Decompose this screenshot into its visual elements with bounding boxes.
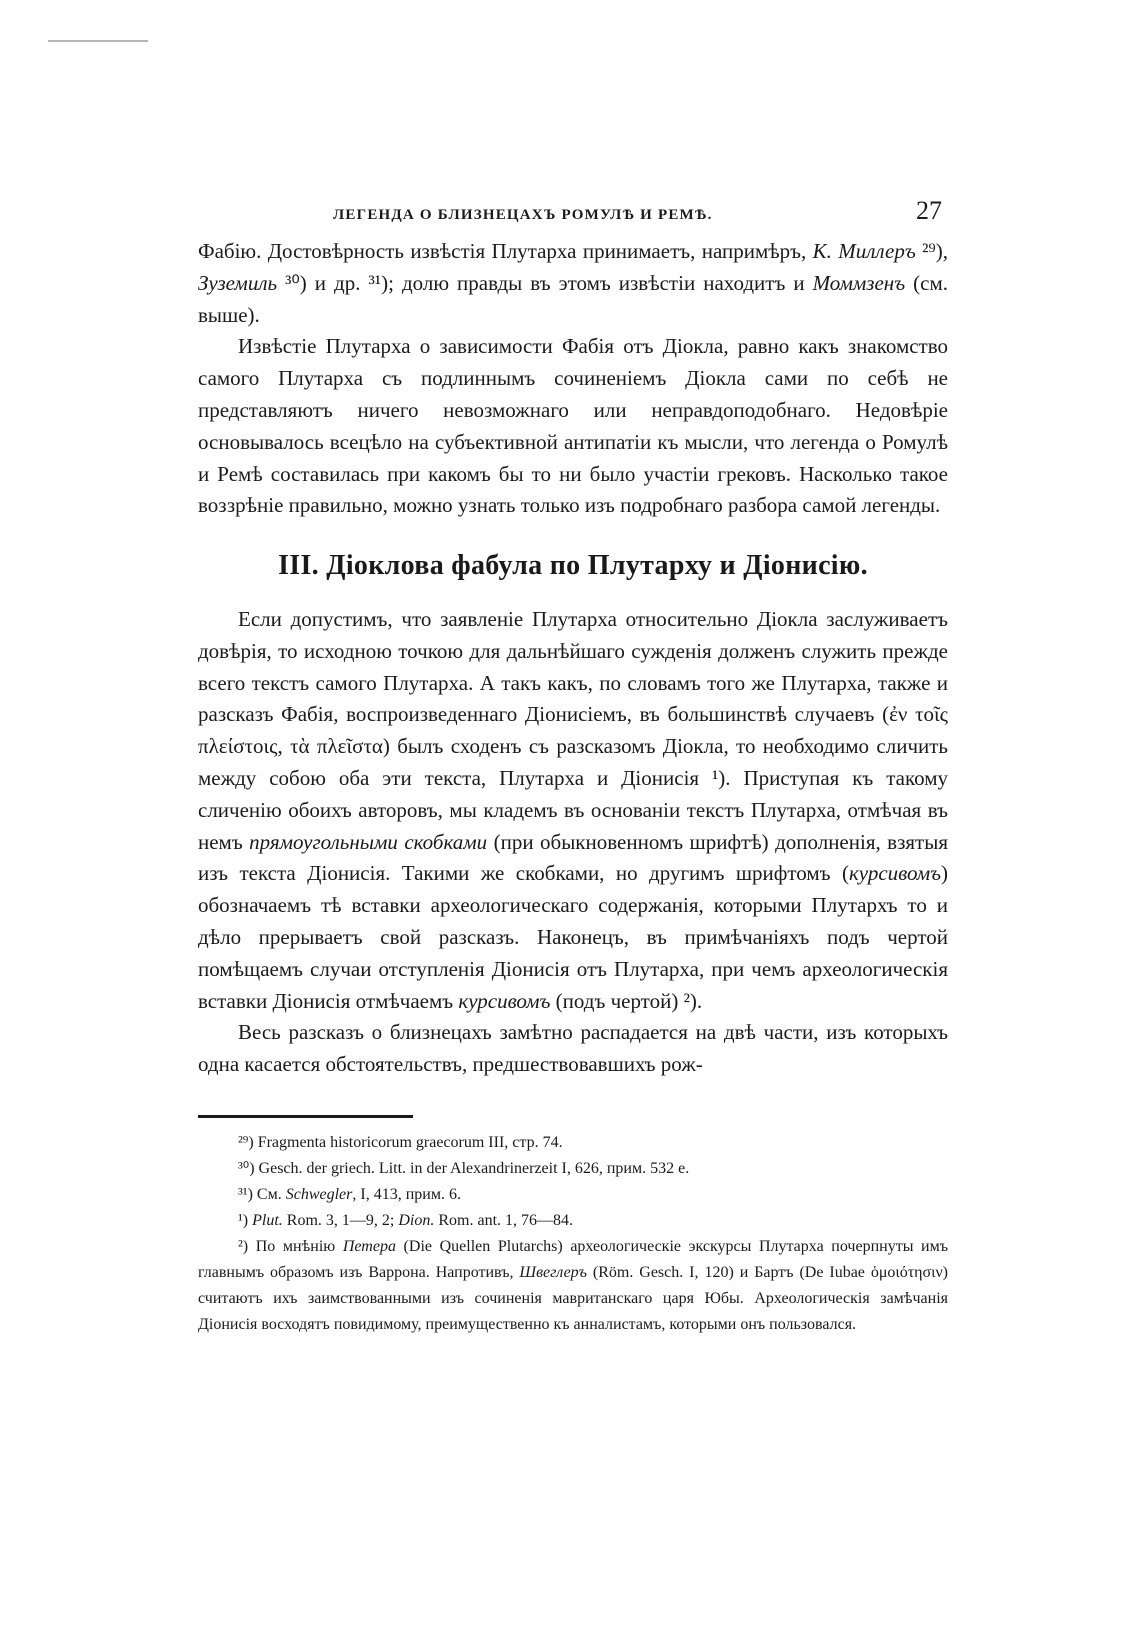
author-name-susemihl: Зуземиль bbox=[198, 270, 278, 295]
footnote-1-dion: Dion. bbox=[398, 1211, 435, 1229]
paragraph-3 bbox=[198, 604, 948, 1017]
paragraph-1-text-c: ³⁰) и др. ³¹); долю правды въ этомъ извѣстіи находитъ и bbox=[277, 270, 813, 295]
paragraph-1 bbox=[198, 236, 948, 331]
italic-phrase-brackets: прямоугольными скобками bbox=[249, 829, 488, 854]
paragraph-3-text-a: Если допустимъ, что заявленіе Плутарха относительно Діокла заслуживаетъ довѣрія, то исходною точкою для дальнѣйшаго сужденія долженъ служить прежде всего текстъ самого Плутарха. А такъ какъ, по словамъ того же Плутарха, также и разсказъ Фабія, воспроизведеннаго Діонисіемъ, въ большинствѣ случаевъ (ἐν τοῖς πλείστοις, τὰ πλεῖστα) былъ сходенъ съ разсказомъ Діокла, то необходимо сличить между собою оба эти текста, Плутарха и Діонисія ¹). Приступая къ такому сличенію обоихъ авторовъ, мы кладемъ въ основаніи текстъ Плутарха, отмѣчая въ немъ bbox=[198, 606, 948, 854]
section-heading: III. Діоклова фабула по Плутарху и Діонисію. bbox=[278, 550, 868, 582]
footnotes bbox=[198, 1130, 948, 1338]
italic-phrase-kursiv-1: курсивомъ bbox=[848, 861, 941, 886]
footnote-1 bbox=[198, 1208, 948, 1234]
page-header bbox=[198, 196, 948, 236]
paragraph-1-text-a: Фабію. Достовѣрность извѣстія Плутарха принимаетъ, напримѣръ, bbox=[198, 239, 813, 263]
author-name-mommsen: Моммзенъ bbox=[812, 270, 906, 295]
footnote-30: ³⁰) Gesch. der griech. Litt. in der Alexandrinerzeit I, 626, прим. 532 e. bbox=[238, 1159, 690, 1177]
italic-phrase-kursiv-2: курсивомъ bbox=[458, 988, 551, 1013]
page-number: 27 bbox=[916, 196, 942, 225]
book-page bbox=[198, 196, 948, 1338]
footnote-31-text-a: ³¹) См. bbox=[238, 1185, 286, 1203]
footnote-31 bbox=[198, 1182, 948, 1208]
paragraph-1-text-d: (см. выше). bbox=[198, 270, 948, 327]
footnote-2-text-c: (Röm. Gesch. I, 120) и Бартъ (De Iubae ὁμοιότησιν) считаютъ ихъ заимствованными изъ сочиненія мавританскаго царя Юбы. Археологическія замѣчанія Діонисія восходятъ повидимому, преимущественно къ анналистамъ, которыми онъ пользовался. bbox=[198, 1263, 949, 1333]
body-text bbox=[198, 236, 948, 1081]
footnote-2 bbox=[198, 1234, 948, 1338]
paragraph-3-text-b: (при обыкновенномъ шрифтѣ) дополненія, взятыя изъ текста Діонисія. Такими же скобками, но другимъ шрифтомъ ( bbox=[198, 829, 948, 886]
footnote-rule bbox=[198, 1115, 413, 1118]
footnote-2-schwegler: Швеглеръ bbox=[519, 1263, 587, 1281]
footnote-31-author: Schwegler bbox=[285, 1185, 353, 1203]
footnote-2-text-b: (Die Quellen Plutarchs) археологическіе экскурсы Плутарха почерпнуты имъ главнымъ образомъ изъ Варрона. Напротивъ, bbox=[198, 1237, 949, 1281]
footnote-2-peter: Петера bbox=[342, 1237, 396, 1255]
footnote-31-text-b: , I, 413, прим. 6. bbox=[352, 1185, 461, 1203]
footnote-1-text-a: ¹) bbox=[238, 1211, 253, 1229]
footnote-1-plut: Plut. bbox=[252, 1211, 283, 1229]
author-name-miller: К. Миллеръ bbox=[812, 239, 916, 263]
footnote-1-text-c: Rom. ant. 1, 76—84. bbox=[434, 1211, 574, 1229]
paragraph-1-text-b: ²⁹), bbox=[915, 239, 948, 263]
footnote-1-text-b: Rom. 3, 1—9, 2; bbox=[282, 1211, 399, 1229]
scan-edge-rule bbox=[48, 40, 148, 42]
paragraph-2: Извѣстіе Плутарха о зависимости Фабія отъ Діокла, равно какъ знакомство самого Плутарха съ подлиннымъ сочиненіемъ Діокла сами по себѣ не представляютъ ничего невозможнаго или неправдоподобнаго. Недовѣріе основывалось всецѣло на субъективной антипатіи къ мысли, что легенда о Ромулѣ и Ремѣ составилась при какомъ бы то ни было участіи грековъ. Насколько такое воззрѣніе правильно, можно узнать только изъ подробнаго разбора самой легенды. bbox=[198, 334, 948, 518]
paragraph-3-text-c: ) обозначаемъ тѣ вставки археологическаго содержанія, которыми Плутархъ то и дѣло прерываетъ свой разсказъ. Наконецъ, въ примѣчаніяхъ подъ чертой помѣщаемъ случаи отступленія Діонисія отъ Плутарха, при чемъ археологическія вставки Діонисія отмѣчаемъ bbox=[198, 861, 948, 1013]
paragraph-3-text-d: (подъ чертой) ²). bbox=[550, 988, 703, 1013]
footnote-2-text-a: ²) По мнѣнію bbox=[238, 1237, 343, 1255]
paragraph-4: Весь разсказъ о близнецахъ замѣтно распадается на двѣ части, изъ которыхъ одна касается обстоятельствъ, предшествовавшихъ рож- bbox=[198, 1020, 948, 1077]
running-title: ЛЕГЕНДА О БЛИЗНЕЦАХЪ РОМУЛѢ И РЕМѢ. bbox=[333, 207, 713, 223]
footnote-29: ²⁹) Fragmenta historicorum graecorum III, стр. 74. bbox=[238, 1133, 563, 1151]
